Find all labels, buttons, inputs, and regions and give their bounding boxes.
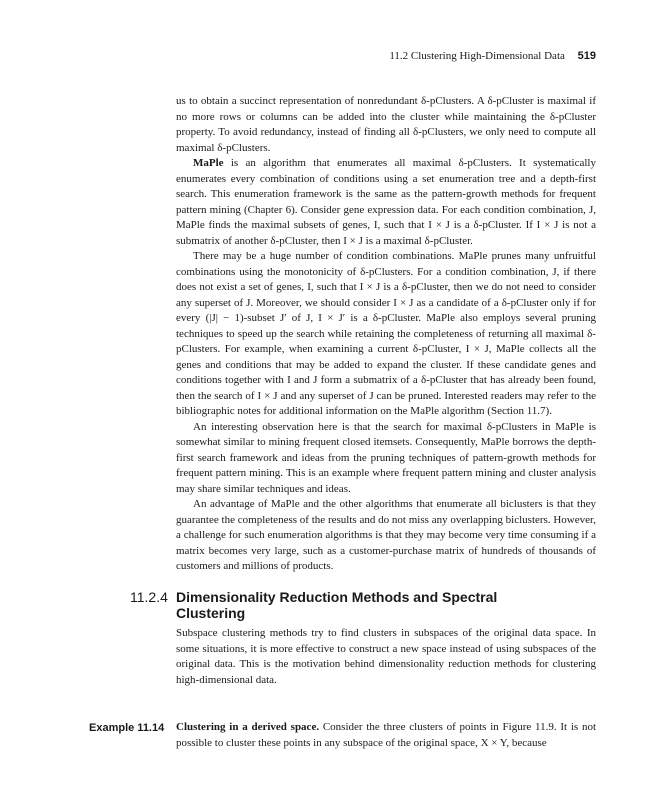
example-block xyxy=(176,720,596,751)
example-label: Example 11.14 xyxy=(89,722,165,734)
page-number: 519 xyxy=(577,50,596,62)
example-heading: Clustering in a derived space. xyxy=(176,721,320,733)
section-number: 11.2.4 xyxy=(130,589,168,605)
section-intro: Subspace clustering methods try to find clusters in subspaces of the original data space. In some situations, it is more effective to construct a new space instead of using subspaces of the original data. This is the motivation behind dimensionality reduction methods for clustering high-dimensional data. xyxy=(176,627,596,686)
body-text-block xyxy=(176,94,596,575)
paragraph-2 xyxy=(176,156,596,249)
paragraph-3: There may be a huge number of condition combinations. MaPle prunes many unfruitful combinations using the monotonicity of δ-pClusters. For a condition combination, J, if there does not exist a set of genes, I, such that I × J is a δ-pCluster, then we do not need to consider any superset of J. Moreover, we should consider I × J as a candidate of a δ-pCluster only if for every (|J| − 1)-subset J′ of J, I × J′ is a δ-pCluster. MaPle also employs several pruning techniques to speed up the search while retaining the completeness of returning all maximal δ-pClusters. For example, when examining a current δ-pCluster, I × J, MaPle collects all the genes and conditions that may be added to expand the cluster. If these candidate genes and conditions together with I and J form a submatrix of a δ-pCluster that has already been found, then the search of I × J and any superset of J can be pruned. Interested readers may refer to the bibliographic notes for additional information on the MaPle algorithm (Section 11.7). xyxy=(176,250,596,417)
paragraph-4: An interesting observation here is that the search for maximal δ-pClusters in MaPle is somewhat similar to mining frequent closed itemsets. Consequently, MaPle borrows the depth-first search framework and ideas from the pruning techniques of pattern-growth methods for frequent pattern mining. This is an example where frequent pattern mining and cluster analysis may share similar techniques and ideas. xyxy=(176,420,596,495)
paragraph-1: us to obtain a succinct representation of nonredundant δ-pClusters. A δ-pCluster is maximal if no more rows or columns can be added into the cluster while maintaining the δ-pCluster property. To avoid redundancy, instead of finding all δ-pClusters, we only need to compute all maximal δ-pClusters. xyxy=(176,95,596,154)
running-header xyxy=(389,50,596,62)
section-title: Dimensionality Reduction Methods and Spectral Clustering xyxy=(176,589,498,621)
example-paragraph xyxy=(176,720,596,751)
term-maple: MaPle xyxy=(193,157,224,169)
paragraph-5: An advantage of MaPle and the other algorithms that enumerate all biclusters is that they guarantee the completeness of the results and do not miss any overlapping biclusters. However, a challenge for such enumeration algorithms is that they may become very time consuming if a matrix becomes very large, such as a customer-purchase matrix of hundreds of thousands of customers and millions of products. xyxy=(176,498,596,572)
example-text: Consider the three clusters of points in Figure 11.9. It is not possible to cluster these points in any subspace of the original space, X × Y, because xyxy=(176,721,596,749)
running-title: 11.2 Clustering High-Dimensional Data xyxy=(389,50,565,62)
paragraph-2-text: is an algorithm that enumerates all maximal δ-pClusters. It systematically enumerates every combination of conditions using a set enumeration tree and a depth-first search. This enumeration framework is the same as the pattern-growth methods for frequent pattern mining (Chapter 6). Consider gene expression data. For each condition combination, J, MaPle finds the maximal subsets of genes, I, such that I × J is a δ-pCluster. If I × J is not a submatrix of another δ-pCluster, then I × J is a maximal δ-pCluster. xyxy=(176,157,596,247)
section-intro-block xyxy=(176,626,596,688)
